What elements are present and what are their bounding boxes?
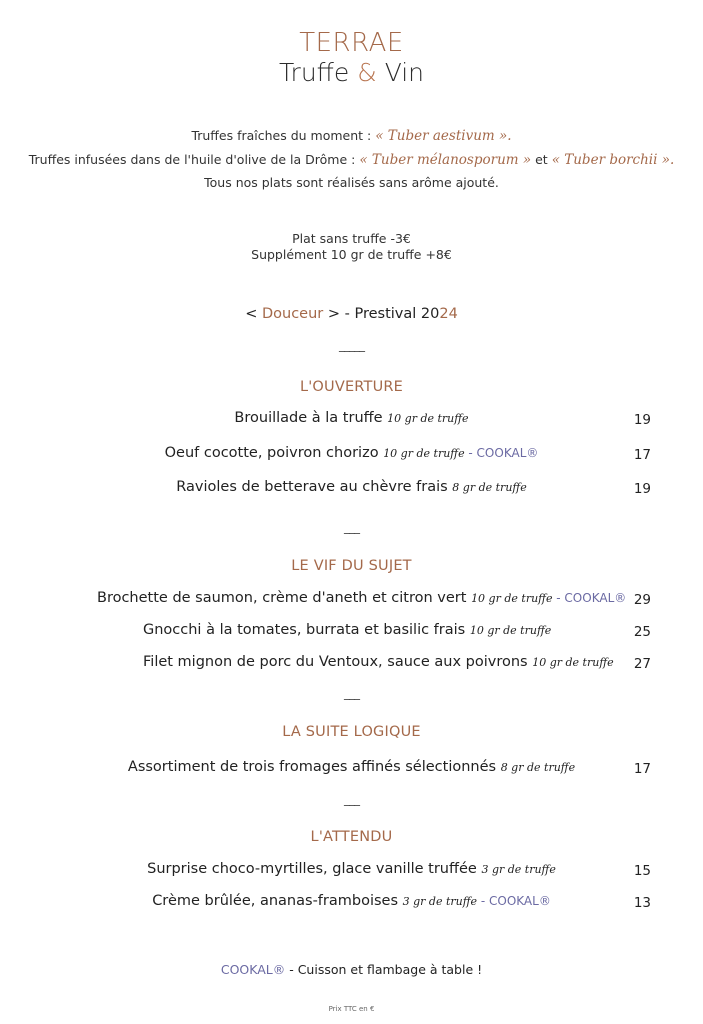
intro-line-2-and: et: [531, 152, 552, 167]
dish-name: Gnocchi à la tomates, burrata et basilic frais: [143, 622, 470, 638]
dish-quantity: 3 gr de truffe: [402, 895, 478, 908]
menu-item: [143, 654, 614, 670]
dish-price: 27: [633, 656, 651, 672]
event-year-end: 24: [439, 306, 458, 322]
event-title: [0, 306, 703, 322]
event-prestival: > - Prestival 20: [323, 306, 440, 322]
dish-name: Ravioles de betterave au chèvre frais: [176, 479, 453, 495]
dish-quantity: 10 gr de truffe: [469, 624, 552, 637]
dish-price: 13: [633, 895, 651, 911]
menu-item: [143, 622, 551, 638]
cookal-label: COOKAL®: [220, 962, 286, 977]
menu-item: [0, 759, 703, 775]
dish-quantity: 3 gr de truffe: [481, 863, 556, 876]
dish-name: Filet mignon de porc du Ventoux, sauce aux poivrons: [143, 654, 533, 670]
option-no-truffle: Plat sans truffe -3€: [292, 231, 411, 246]
menu-item: [0, 410, 703, 426]
dish-name: Assortiment de trois fromages affinés sélectionnés: [127, 759, 501, 775]
divider: ___: [344, 792, 359, 806]
event-open: <: [245, 306, 262, 322]
dish-quantity: 10 gr de truffe: [471, 592, 553, 605]
dish-name: Oeuf cocotte, poivron chorizo: [164, 445, 384, 461]
dish-price: 17: [633, 447, 651, 463]
dish-name: Surprise choco-myrtilles, glace vanille truffée: [147, 861, 482, 877]
menu-item: [0, 479, 703, 495]
section-title-suite-logique: LA SUITE LOGIQUE: [282, 724, 421, 740]
intro-line-2: [0, 152, 703, 168]
dish-quantity: 10 gr de truffe: [532, 656, 614, 669]
dish-price: 29: [633, 592, 651, 608]
section-title-ouverture: L'OUVERTURE: [299, 379, 404, 395]
cookal-badge: - COOKAL®: [464, 446, 539, 460]
restaurant-name: TERRAE: [299, 28, 404, 58]
intro-line-1: [0, 128, 703, 144]
section-title-vif-du-sujet: LE VIF DU SUJET: [291, 558, 412, 574]
intro-line-1-text: Truffes fraîches du moment :: [191, 128, 376, 143]
divider: _____: [339, 338, 364, 352]
prices-note: Prix TTC en €: [328, 1005, 375, 1013]
option-extra-truffle: Supplément 10 gr de truffe +8€: [251, 247, 452, 262]
latin-tuber-melanosporum: « Tuber mélanosporum »: [359, 152, 532, 168]
divider: ___: [344, 686, 359, 700]
dish-price: 17: [633, 761, 651, 777]
intro-line-2-text: Truffes infusées dans de l'huile d'olive de la Drôme :: [28, 152, 360, 167]
menu-item: [97, 590, 626, 606]
intro-line-3: Tous nos plats sont réalisés sans arôme ajouté.: [204, 175, 499, 190]
cookal-note: [0, 962, 703, 977]
dish-price: 19: [633, 481, 651, 497]
restaurant-subtitle: [0, 58, 703, 87]
dish-quantity: 8 gr de truffe: [452, 481, 527, 494]
cookal-badge: - COOKAL®: [552, 591, 627, 605]
event-douceur: Douceur: [261, 306, 324, 322]
menu-item: [0, 893, 703, 909]
subtitle-vin: Vin: [384, 58, 425, 87]
cookal-badge: - COOKAL®: [477, 894, 551, 908]
section-title-attendu: L'ATTENDU: [310, 829, 393, 845]
dish-price: 19: [633, 412, 651, 428]
menu-item: [0, 861, 703, 877]
menu-item: [0, 445, 703, 461]
dish-price: 15: [633, 863, 651, 879]
latin-tuber-borchii: « Tuber borchii ».: [551, 152, 675, 168]
dish-quantity: 10 gr de truffe: [387, 412, 469, 425]
dish-name: Brouillade à la truffe: [234, 410, 388, 426]
latin-tuber-aestivum: « Tuber aestivum ».: [375, 128, 512, 144]
cookal-explanation: - Cuisson et flambage à table !: [285, 962, 483, 977]
subtitle-ampersand: &: [357, 58, 377, 87]
dish-name: Crème brûlée, ananas-framboises: [152, 893, 403, 909]
divider: ___: [344, 520, 359, 534]
dish-price: 25: [633, 624, 651, 640]
dish-quantity: 8 gr de truffe: [500, 761, 576, 774]
dish-quantity: 10 gr de truffe: [383, 447, 465, 460]
dish-name: Brochette de saumon, crème d'aneth et citron vert: [97, 590, 472, 606]
subtitle-truffe: Truffe: [278, 58, 350, 87]
